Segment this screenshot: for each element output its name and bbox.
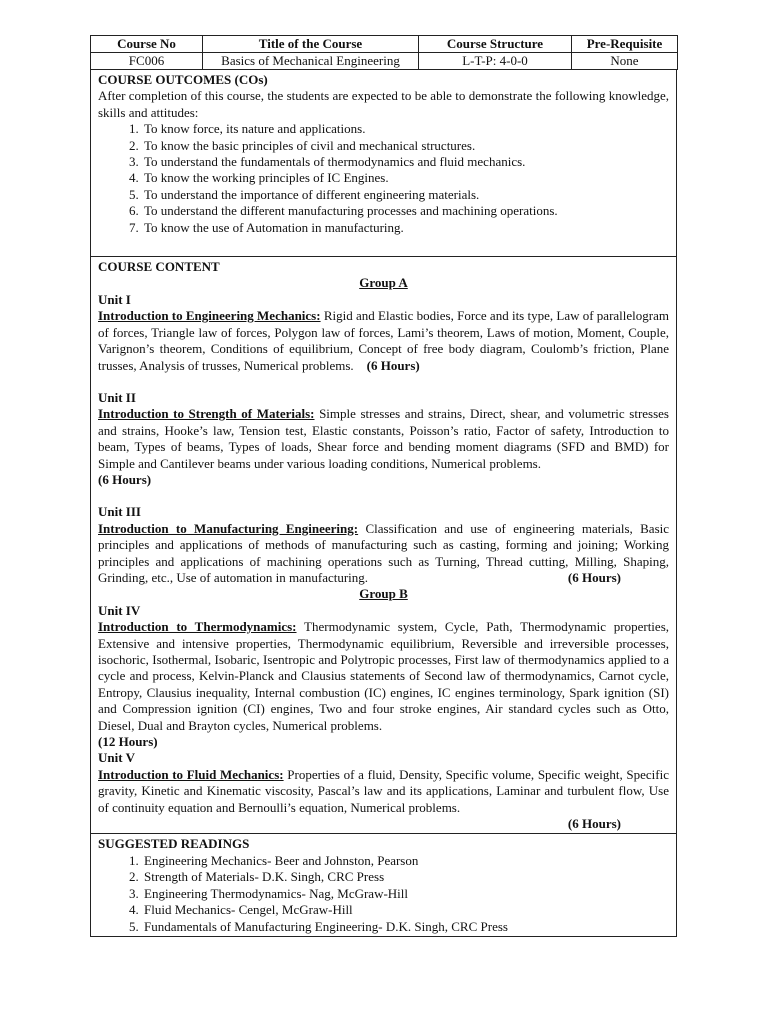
unit-2-label: Unit II xyxy=(98,389,136,405)
readings-list xyxy=(98,853,669,935)
content-heading: COURSE CONTENT xyxy=(98,259,220,275)
unit-4-text: Thermodynamic system, Cycle, Path, Thermodynamic properties, Extensive and intensive properties, Thermodynamic equilibrium, Reversible and irreversible processes, isochoric, Isothermal, Isobaric, Isentropic and Polytropic processes, First law of thermodynamics applied to a cycle and process, Kelvin-Planck and Clausius statements of Second law of thermodynamics, Carnot cycle, Entropy, Clausius inequality, Internal combustion (IC) engines, IC engines terminology, Spark ignition (SI) and Compression ignition (CI) engines, Two and four stroke engines, Air standard cycles such as Otto, Diesel, Dual and Brayton cycles, Numerical problems. xyxy=(98,619,669,733)
course-sheet xyxy=(90,35,677,937)
outcome-item: 5. To understand the importance of different engineering materials. xyxy=(142,187,669,203)
prerequisite-value: None xyxy=(572,53,678,70)
col-prerequisite: Pre-Requisite xyxy=(572,36,678,53)
course-no-value: FC006 xyxy=(91,53,203,70)
unit-4-hours: (12 Hours) xyxy=(98,734,158,750)
unit-3-hours: (6 Hours) xyxy=(567,569,621,585)
value-row xyxy=(91,53,678,70)
reading-item: 4. Fluid Mechanics- Cengel, McGraw-Hill xyxy=(142,902,669,918)
course-header-table xyxy=(90,35,678,70)
group-a-heading: Group A xyxy=(359,275,408,291)
outcome-item: 7. To know the use of Automation in manufacturing. xyxy=(142,220,669,236)
reading-item: 2. Strength of Materials- D.K. Singh, CRC Press xyxy=(142,869,669,885)
unit-5-body xyxy=(98,767,669,816)
course-content-section xyxy=(90,257,677,834)
outcomes-heading: COURSE OUTCOMES (COs) xyxy=(98,72,268,87)
unit-4-label: Unit IV xyxy=(98,602,141,618)
unit-1-text: Rigid and Elastic bodies, Force and its type, Law of parallelogram of forces, Triangle law of forces, Polygon law of forces, Lami’s theorem, Laws of motion, Moment, Couple, Varignon’s theorem, Conditions of equilibrium, Concept of free body diagram, Coulomb’s friction, Plane trusses, Analysis of trusses, Numerical problems. xyxy=(98,308,669,373)
header-row xyxy=(91,36,678,53)
outcome-item: 3. To understand the fundamentals of thermodynamics and fluid mechanics. xyxy=(142,154,669,170)
suggested-readings-section xyxy=(90,834,677,936)
unit-5-hours: (6 Hours) xyxy=(567,816,621,832)
outcomes-list xyxy=(98,121,669,236)
outcome-item: 1. To know force, its nature and applications. xyxy=(142,121,669,137)
unit-5-topic: Introduction to Fluid Mechanics: xyxy=(98,766,284,782)
outcome-item: 2. To know the basic principles of civil and mechanical structures. xyxy=(142,138,669,154)
col-structure: Course Structure xyxy=(419,36,572,53)
unit-2-hours: (6 Hours) xyxy=(98,471,152,487)
col-course-no: Course No xyxy=(91,36,203,53)
unit-3-label: Unit III xyxy=(98,504,141,520)
col-title: Title of the Course xyxy=(203,36,419,53)
unit-3-text: Classification and use of engineering materials, Basic principles and applications of methods of manufacturing such as casting, forming and joining; Working principles and applications of machining operations such as Turning, Thread cutting, Milling, Shaping, Grinding, etc., Use of automation in manufacturing. xyxy=(98,520,670,585)
unit-1-body xyxy=(98,308,669,374)
unit-1-label: Unit I xyxy=(98,291,131,307)
unit-1-topic: Introduction to Engineering Mechanics: xyxy=(98,308,321,324)
course-outcomes-section xyxy=(90,70,677,257)
reading-item: 5. Fundamentals of Manufacturing Engineering- D.K. Singh, CRC Press xyxy=(142,919,669,935)
unit-1-hours: (6 Hours) xyxy=(366,357,420,373)
outcome-item: 4. To know the working principles of IC Engines. xyxy=(142,170,669,186)
course-title-value: Basics of Mechanical Engineering xyxy=(203,53,419,70)
unit-5-text: Properties of a fluid, Density, Specific volume, Specific weight, Specific gravity, Kinetic and Kinematic viscosity, Pascal’s law and its applications, Laminar and turbulent flow, Use of continuity equation and Bernoulli’s equation, Numerical problems. xyxy=(98,766,669,815)
reading-item: 1. Engineering Mechanics- Beer and Johnston, Pearson xyxy=(142,853,669,869)
unit-4-topic: Introduction to Thermodynamics: xyxy=(98,619,297,635)
reading-item: 3. Engineering Thermodynamics- Nag, McGraw-Hill xyxy=(142,886,669,902)
unit-2-topic: Introduction to Strength of Materials: xyxy=(98,406,315,422)
unit-2-text: Simple stresses and strains, Direct, shear, and volumetric stresses and strains, Hooke’s law, Tension test, Elastic constants, Poisson’s ratio, Factor of safety, Introduction to beam, Types of beams, Types of loads, Shear force and bending moment diagrams (SFD and BMD) for Simple and Cantilever beams under various loading conditions, Numerical problems. xyxy=(98,406,669,471)
group-b-heading: Group B xyxy=(359,586,408,602)
course-structure-value: L-T-P: 4-0-0 xyxy=(419,53,572,70)
outcomes-intro: After completion of this course, the students are expected to be able to demonstrate the following knowledge, skills and attitudes: xyxy=(98,88,669,120)
unit-5-label: Unit V xyxy=(98,750,135,766)
unit-2-body xyxy=(98,406,669,472)
readings-heading: SUGGESTED READINGS xyxy=(98,836,250,852)
unit-4-body xyxy=(98,619,669,734)
outcome-item: 6. To understand the different manufacturing processes and machining operations. xyxy=(142,203,669,219)
unit-3-topic: Introduction to Manufacturing Engineering: xyxy=(98,520,359,536)
